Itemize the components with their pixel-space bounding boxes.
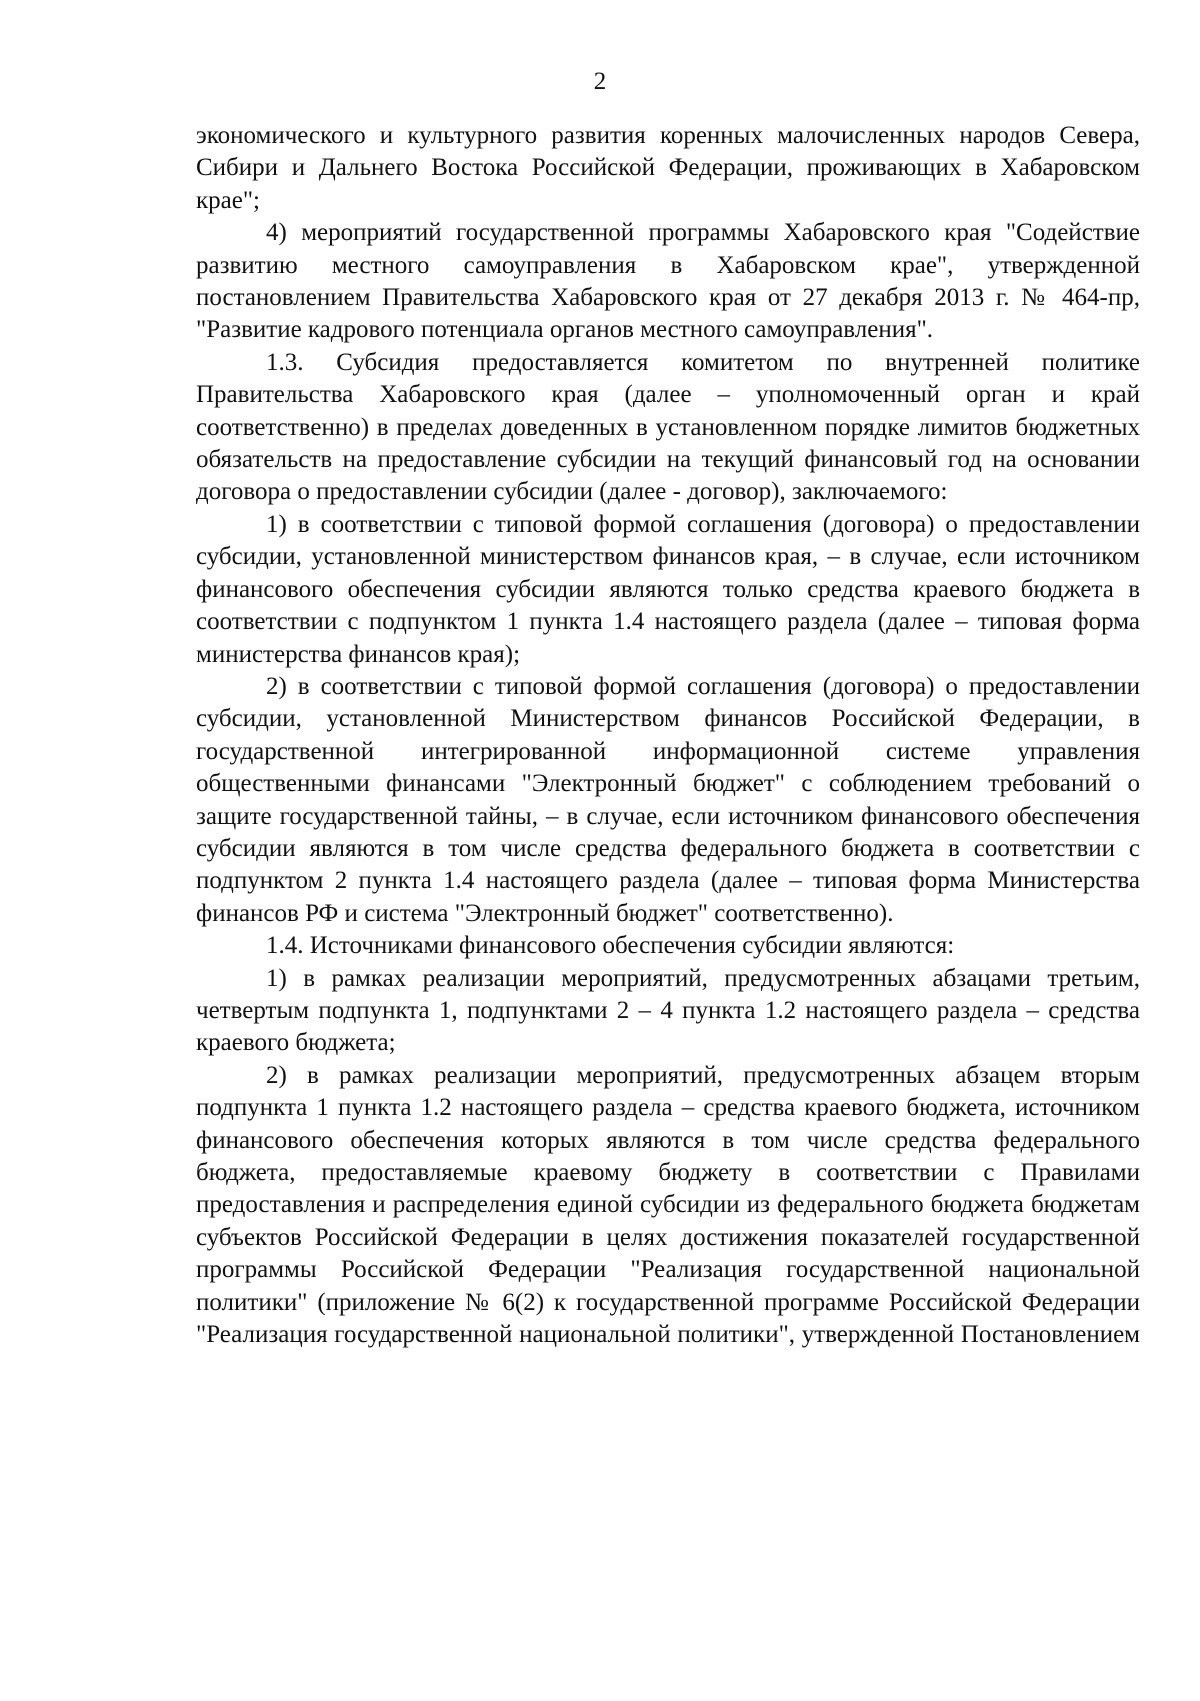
paragraph-clause-1-3: 1.3. Субсидия предоставляется комитетом по внутренней политике Правительства Хабаровского края (далее – уполномоченный орган и край соответственно) в пределах доведенных в установленном порядке лимитов бюджетных обязательств на предоставление субсидии на текущий финансовый год на основании договора о предоставлении субсидии (далее - договор), заключаемого: — [196, 348, 1140, 506]
paragraph-clause-1-4: 1.4. Источниками финансового обеспечения субсидии являются: — [266, 932, 955, 960]
paragraph-source-1: 1) в рамках реализации мероприятий, предусмотренных абзацами третьим, четвертым подпункта 1, подпунктами 2 – 4 пункта 1.2 настоящего раздела – средства краевого бюджета; — [196, 964, 1140, 1057]
paragraph-continuation: экономического и культурного развития коренных малочисленных народов Севера, Сибири и Дальнего Востока Российской Федерации, проживающих в Хабаровском крае"; — [196, 122, 1140, 214]
paragraph-subitem-2: 2) в соответствии с типовой формой соглашения (договора) о предоставлении субсидии, установленной Министерством финансов Российской Федерации, в государственной интегрированной информационной системе управления общественными финансами "Электронный бюджет" с соблюдением требований о защите государственной тайны, – в случае, если источником финансового обеспечения субсидии являются в том числе средства федерального бюджета в соответствии с подпунктом 2 пункта 1.4 настоящего раздела (далее – типовая форма Министерства финансов РФ и система "Электронный бюджет" соответственно). — [196, 672, 1140, 927]
paragraph-source-2: 2) в рамках реализации мероприятий, предусмотренных абзацем вторым подпункта 1 пункта 1.2 настоящего раздела – средства краевого бюджета, источником финансового обеспечения которых являются в том числе средства федерального бюджета, предоставляемые краевому бюджету в соответствии с Правилами предоставления и распределения единой субсидии из федерального бюджета бюджетам субъектов Российской Федерации в целях достижения показателей государственной программы Российской Федерации "Реализация государственной национальной политики" (приложение № 6(2) к государственной программе Российской Федерации "Реализация государственной национальной политики", утвержденной Постановлением — [196, 1061, 1140, 1349]
paragraph-subitem-1: 1) в соответствии с типовой формой соглашения (договора) о предоставлении субсидии, установленной министерством финансов края, – в случае, если источником финансового обеспечения субсидии являются только средства краевого бюджета в соответствии с подпунктом 1 пункта 1.4 настоящего раздела (далее – типовая форма министерства финансов края); — [196, 510, 1140, 668]
paragraph-item-4: 4) мероприятий государственной программы Хабаровского края "Содействие развитию местного самоуправления в Хабаровском крае", утвержденной постановлением Правительства Хабаровского края от 27 декабря 2013 г. № 464-пр, "Развитие кадрового потенциала органов местного самоуправления". — [196, 219, 1140, 344]
page-number: 2 — [593, 68, 607, 95]
document-body — [196, 120, 1140, 1351]
